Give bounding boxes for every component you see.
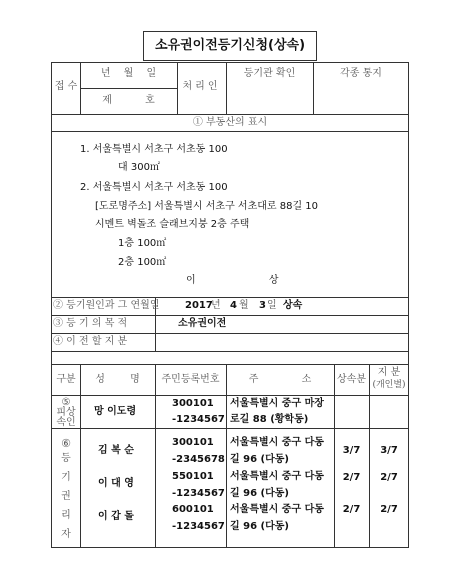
- heir-2-personal-share: 2/7: [380, 472, 398, 483]
- heir-1-name: 김 복 순: [98, 445, 134, 456]
- registrar-check-label: 등기관 확인: [243, 68, 296, 79]
- property-item2-road: [도로명주소] 서울특별시 서초구 서초대로 88길 10: [95, 201, 319, 212]
- cause-day: 3: [259, 300, 266, 311]
- table-col-5: [369, 364, 370, 548]
- table-col-4: [334, 364, 335, 548]
- cause-label: ② 등기원인과 그 연월일: [53, 300, 160, 311]
- deceased-label-num: ⑤: [61, 397, 71, 408]
- heir-3-addr1: 서울특별시 중구 다동: [230, 504, 324, 515]
- property-floor2: 2층 100㎡: [118, 257, 167, 268]
- heir-3-name: 이 갑 돌: [98, 511, 134, 522]
- heir-2-id1: 550101: [172, 471, 214, 482]
- property-end-text: 이 상: [186, 275, 279, 286]
- header-inheritance-share: 상속분: [337, 374, 366, 385]
- heir-3-addr2: 길 96 (다동): [230, 521, 289, 532]
- heirs-label-char3: 권: [61, 491, 71, 502]
- purpose-value: 소유권이전: [178, 318, 227, 329]
- property-floor1: 1층 100㎡: [118, 238, 167, 249]
- header-share-bottom: (개인별): [372, 380, 406, 390]
- heir-1-share: 3/7: [342, 445, 361, 456]
- number-label: 제 호: [102, 95, 155, 106]
- heirs-label-char5: 자: [61, 529, 71, 540]
- cause-top-line: [51, 297, 409, 298]
- header-resident-no: 주민등록번호: [161, 374, 220, 385]
- deceased-addr2: 로길 88 (황학동): [230, 414, 309, 425]
- cause-reason: 상속: [283, 300, 303, 311]
- heir-1-addr2: 길 96 (다동): [230, 454, 289, 465]
- processor-label: 처리인: [182, 81, 221, 92]
- cause-year: 2017: [185, 300, 213, 311]
- deceased-name: 망 이도령: [94, 406, 137, 417]
- header-bottom-line: [51, 114, 409, 115]
- header-mid-line: [80, 88, 177, 89]
- reception-label: 접 수: [54, 81, 78, 92]
- heir-2-share: 2/7: [342, 472, 361, 483]
- heir-2-addr2: 길 96 (다동): [230, 488, 289, 499]
- table-col-2: [155, 364, 156, 548]
- cause-day-unit: 일: [267, 300, 277, 311]
- deceased-id1: 300101: [172, 398, 214, 409]
- heirs-label-char1: 등: [61, 453, 71, 464]
- deceased-id2: -1234567: [172, 414, 225, 425]
- property-section-title: ① 부동산의 표시: [192, 117, 268, 128]
- heir-1-id2: -2345678: [172, 454, 225, 465]
- deceased-bottom-line: [51, 428, 409, 429]
- heir-3-id2: -1234567: [172, 521, 225, 532]
- purpose-label: ③ 등 기 의 목 적: [53, 318, 128, 329]
- heir-1-addr1: 서울특별시 중구 다동: [230, 437, 324, 448]
- transfer-label: ④ 이 전 할 지 분: [53, 336, 128, 347]
- header-share-top: 지 분: [377, 367, 401, 378]
- date-label: 년 월 일: [100, 68, 157, 79]
- property-item2-line: 2. 서울특별시 서초구 서초동 100: [80, 182, 228, 193]
- property-item1-area: 대 300㎡: [118, 162, 160, 173]
- deceased-label-line2: 속인: [56, 417, 76, 428]
- cause-month: 4: [230, 300, 237, 311]
- transfer-bottom-line: [51, 351, 409, 352]
- table-col-3: [226, 364, 227, 548]
- header-name: 성 명: [95, 374, 140, 385]
- cause-year-unit: 년: [211, 300, 221, 311]
- header-division: 구분: [56, 374, 76, 385]
- heir-1-id1: 300101: [172, 437, 214, 448]
- notices-label: 각종 통지: [340, 68, 382, 79]
- heir-3-share: 2/7: [342, 504, 361, 515]
- deceased-addr1: 서울특별시 중구 마장: [230, 398, 324, 409]
- cause-month-unit: 월: [239, 300, 249, 311]
- heir-3-id1: 600101: [172, 504, 214, 515]
- heir-2-id2: -1234567: [172, 488, 225, 499]
- heir-1-personal-share: 3/7: [380, 445, 398, 456]
- property-item1-line: 1. 서울특별시 서초구 서초동 100: [80, 144, 228, 155]
- deceased-label-line1: 피상: [56, 407, 76, 418]
- table-header-top-line: [51, 364, 409, 365]
- property-item2-building: 시멘트 벽돌조 슬래브지붕 2층 주택: [95, 219, 250, 230]
- purpose-top-line: [51, 315, 409, 316]
- heirs-label-char4: 리: [61, 510, 71, 521]
- heir-2-name: 이 대 영: [98, 478, 134, 489]
- table-col-1: [80, 364, 81, 548]
- property-title-line: [51, 131, 409, 132]
- heirs-label-char2: 기: [61, 472, 71, 483]
- page-title: 소유권이전등기신청(상속): [154, 38, 306, 53]
- header-address: 주 소: [248, 374, 312, 385]
- table-header-bottom-line: [51, 395, 409, 396]
- heir-3-personal-share: 2/7: [380, 504, 398, 515]
- heirs-label-num: ⑥: [61, 437, 71, 450]
- transfer-top-line: [51, 333, 409, 334]
- heir-2-addr1: 서울특별시 중구 다동: [230, 471, 324, 482]
